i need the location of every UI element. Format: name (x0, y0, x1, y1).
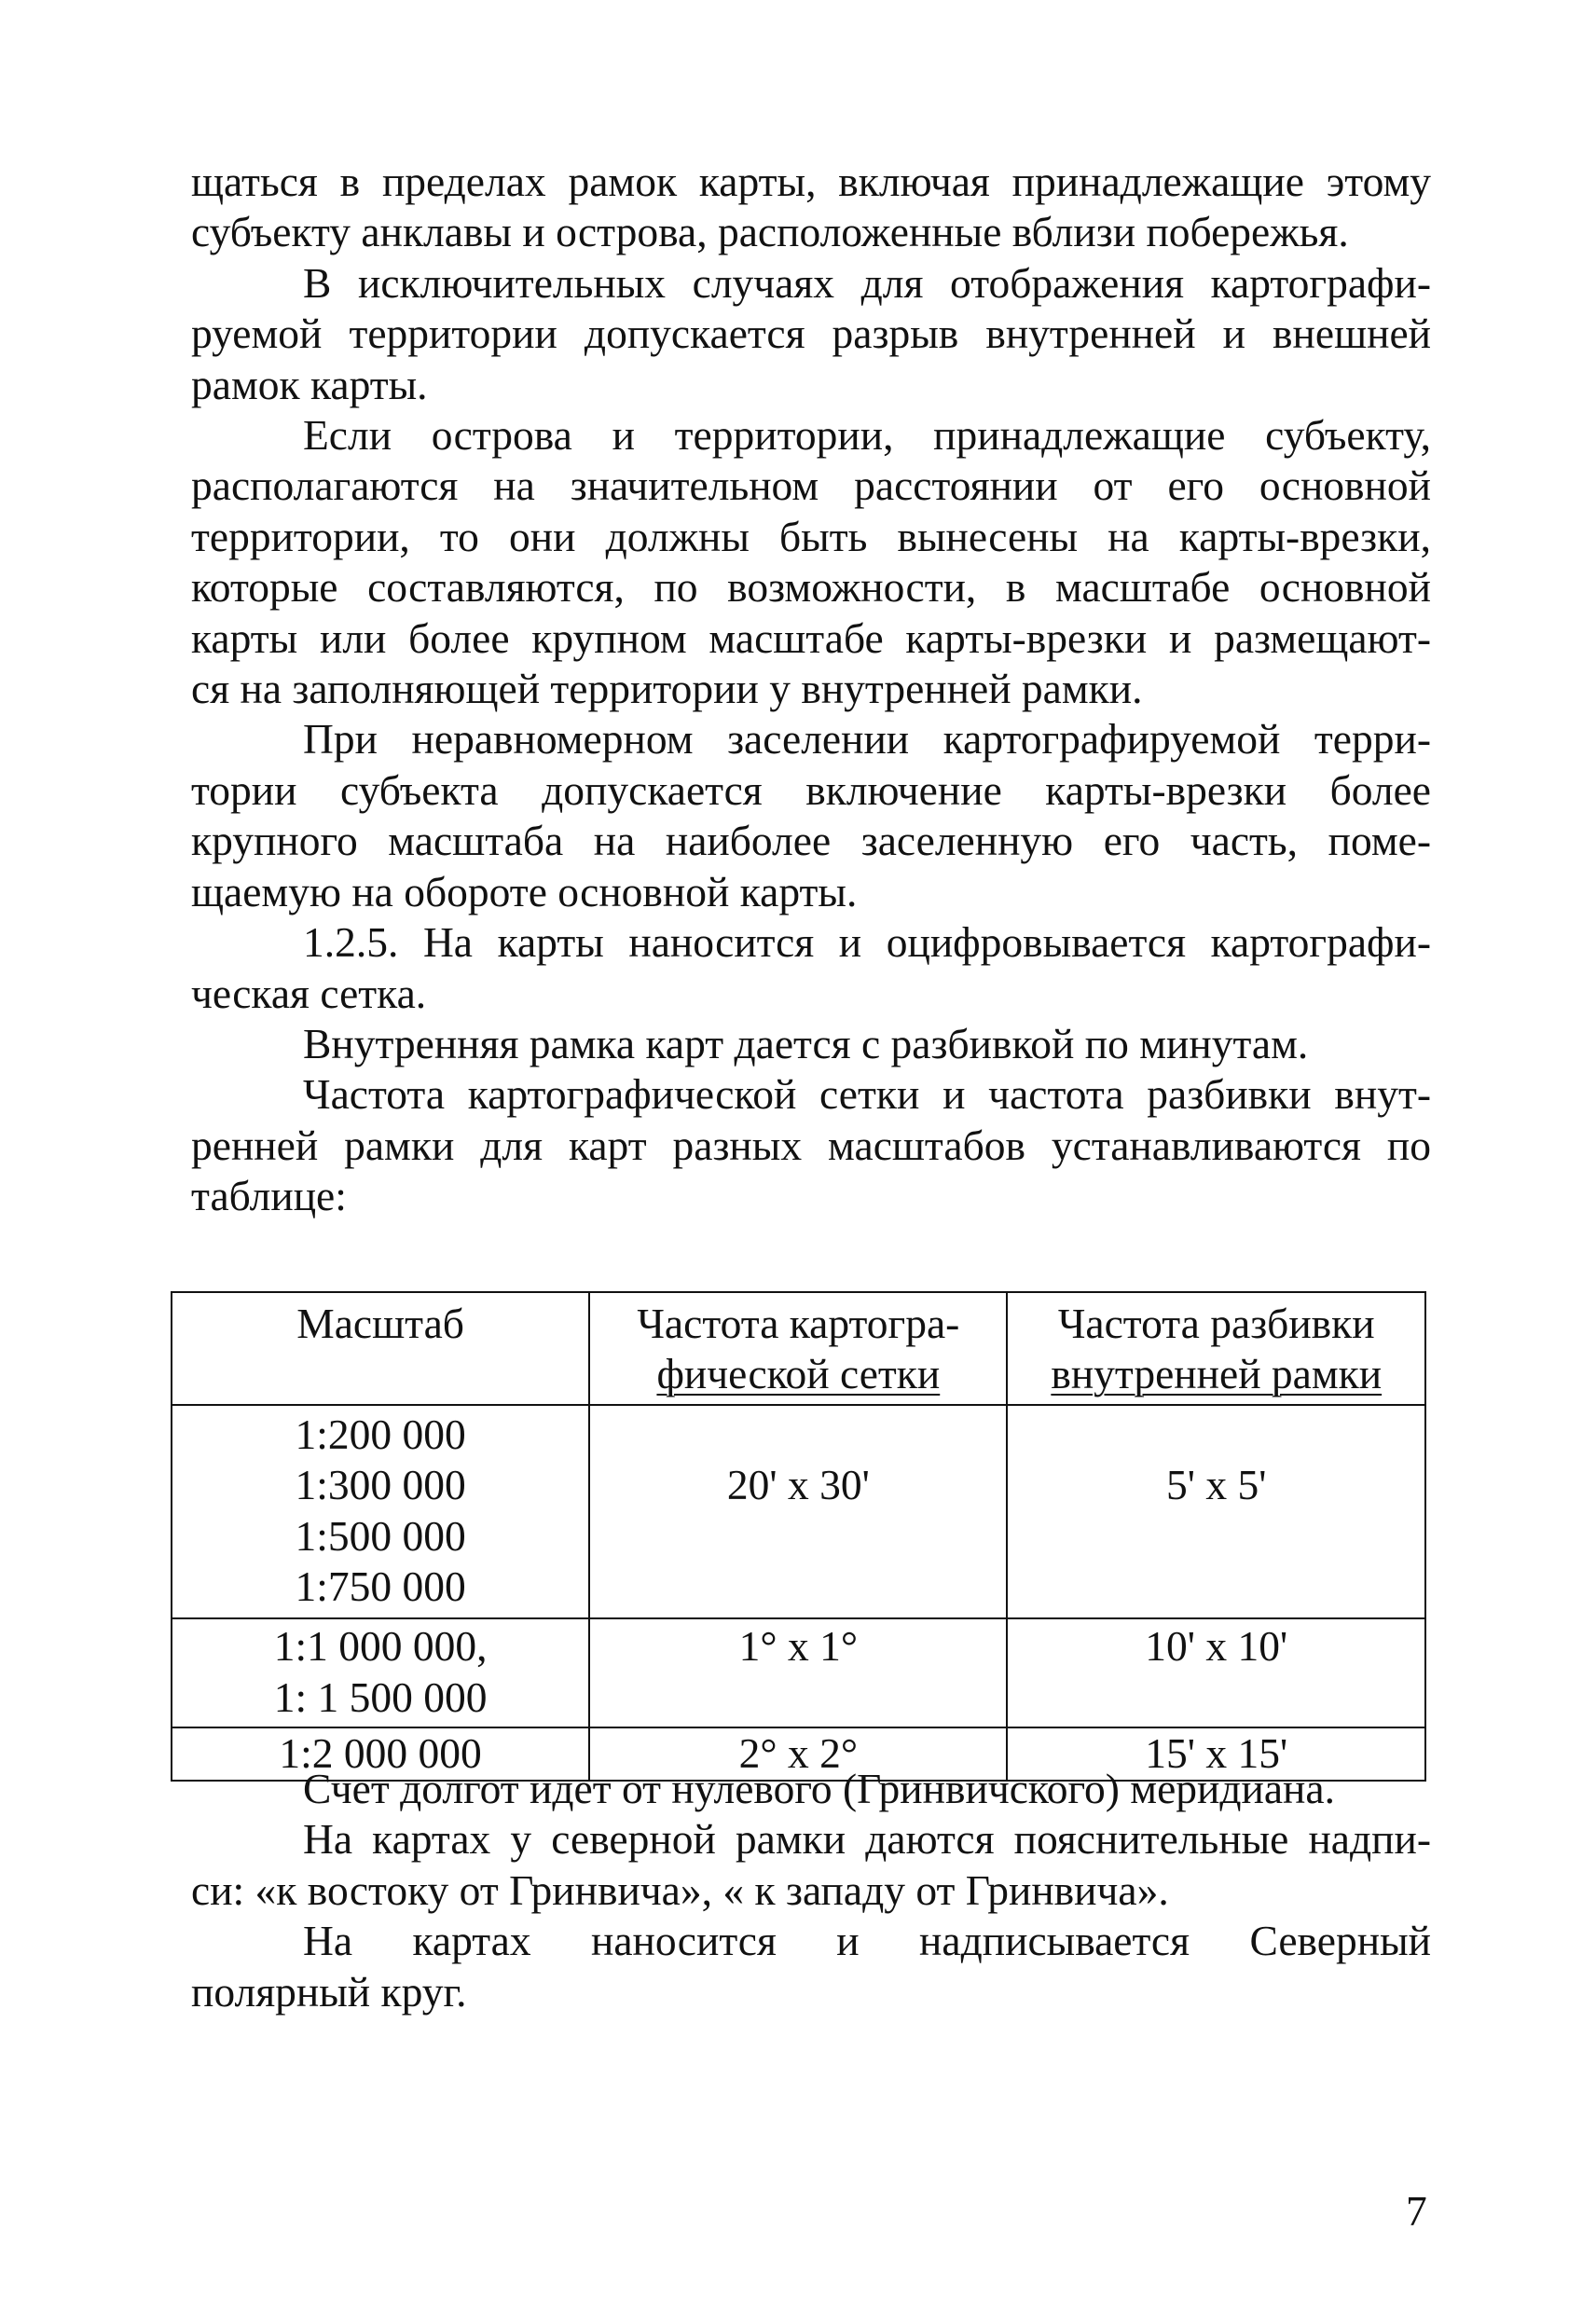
text-line: щаемую на обороте основной карты. (191, 867, 858, 915)
paragraph (191, 1069, 1431, 1221)
scale-frequency-table (171, 1291, 1426, 1782)
text-line: В исключительных случаях для отображения картографи- (303, 258, 1431, 307)
text-line: При неравномерном заселении картографируемой терри- (303, 715, 1431, 764)
text-line: крупного масштаба на наиболее заселенную его часть, поме- (191, 817, 1431, 865)
text-line: карты или более крупном масштабе карты-врезки и размещают- (191, 613, 1431, 662)
text-line: Счет долгот идет от нулевого (Гринвичского) меридиана. (303, 1765, 1335, 1812)
text-line: Если острова и территории, принадлежащие субъекту, (303, 411, 1431, 460)
paragraph (191, 258, 1431, 410)
column-header-scale: Масштаб (172, 1292, 589, 1405)
text-line: тории субъекта допускается включение карты-врезки более (191, 765, 1431, 814)
text-line: которые составляются, по возможности, в масштабе основной (191, 563, 1431, 612)
paragraph (191, 917, 1431, 1019)
paragraph (191, 1814, 1431, 1916)
page-number: 7 (1406, 2187, 1427, 2235)
text-line: си: «к востоку от Гринвича», « к западу от Гринвича». (191, 1865, 1169, 1914)
paragraph (191, 157, 1431, 258)
table-cell-frame: 15' x 15' (1007, 1727, 1425, 1780)
text-line: На картах наносится и надписывается Северный (303, 1917, 1431, 1965)
text-line: руемой территории допускается разрыв внутренней и внешней (191, 310, 1431, 358)
text-line: рамок карты. (191, 360, 428, 408)
paragraph (191, 1764, 1431, 1814)
text-line: щаться в пределах рамок карты, включая принадлежащие этому (191, 158, 1431, 205)
table-row (172, 1405, 1425, 1619)
column-header-grid-frequency: Частота картогра- фической сетки (589, 1292, 1007, 1405)
paragraph (191, 1019, 1431, 1069)
table-cell-scale: 1:2 000 000 (172, 1727, 589, 1780)
table-cell-frame: 10' x 10' (1007, 1618, 1425, 1727)
text-line: Внутренняя рамка карт дается с разбивкой по минутам. (303, 1019, 1309, 1067)
text-line: таблице: (191, 1172, 347, 1220)
paragraph (191, 714, 1431, 917)
table-header-row (172, 1292, 1425, 1405)
text-line: Частота картографической сетки и частота разбивки внут- (303, 1070, 1431, 1119)
paragraph (191, 410, 1431, 714)
table-cell-grid: 20' x 30' (589, 1405, 1007, 1619)
text-line: 1.2.5. На карты наносится и оцифровывается картографи- (303, 918, 1431, 967)
table-cell-scale: 1:1 000 000, 1: 1 500 000 (172, 1618, 589, 1727)
text-line: На картах у северной рамки даются пояснительные надпи- (303, 1815, 1431, 1864)
text-line: субъекту анклавы и острова, расположенные вблизи побережья. (191, 208, 1349, 256)
body-text (191, 157, 1431, 1222)
column-header-frame-frequency: Частота разбивки внутренней рамки (1007, 1292, 1425, 1405)
body-text-after-table (191, 1764, 1431, 2017)
text-line: ческая сетка. (191, 969, 427, 1017)
text-line: территории, то они должны быть вынесены на карты-врезки, (191, 512, 1431, 560)
paragraph (191, 1916, 1431, 2017)
table-cell-scale: 1:200 000 1:300 000 1:500 000 1:750 000 (172, 1405, 589, 1619)
text-line: ся на заполняющей территории у внутренней рамки. (191, 665, 1143, 713)
text-line: полярный круг. (191, 1967, 467, 2016)
text-line: располагаются на значительном расстоянии от его основной (191, 461, 1431, 510)
table-cell-frame: 5' x 5' (1007, 1405, 1425, 1619)
table-row (172, 1618, 1425, 1727)
table-cell-grid: 2° x 2° (589, 1727, 1007, 1780)
text-line: ренней рамки для карт разных масштабов устанавливаются по (191, 1121, 1431, 1169)
table-cell-grid: 1° x 1° (589, 1618, 1007, 1727)
